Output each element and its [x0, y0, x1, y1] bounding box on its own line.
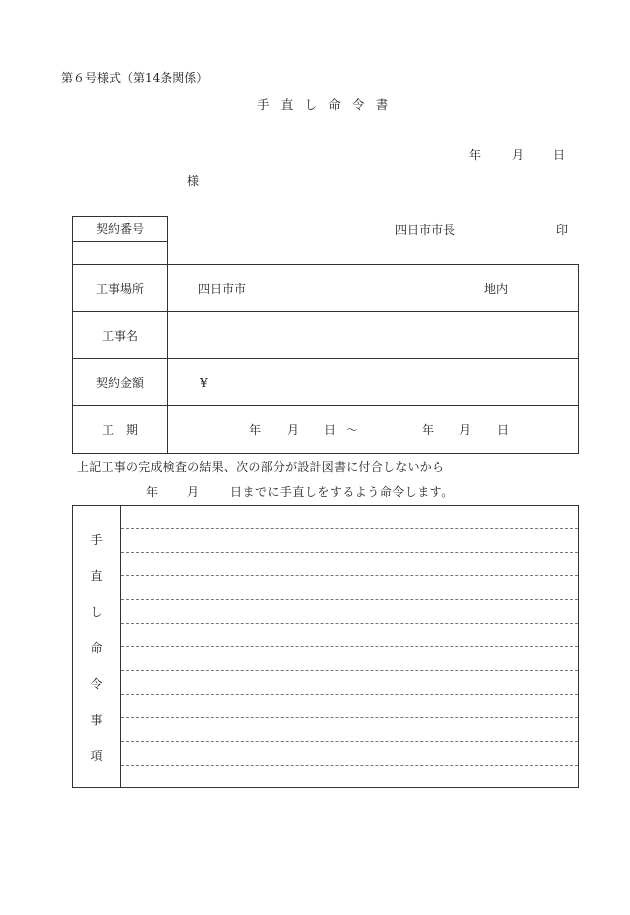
period-from-year: 年	[249, 423, 262, 437]
period-to-month: 月	[459, 423, 472, 437]
order-items-box	[72, 505, 579, 788]
site-label: 工事場所	[95, 282, 144, 296]
dotted-writing-line[interactable]	[121, 646, 578, 647]
vertical-label-char: し	[90, 605, 103, 619]
vertical-label-char: 令	[90, 677, 103, 691]
period-to-year: 年	[422, 423, 435, 437]
period-from-day: 日	[324, 423, 337, 437]
date-month-label: 月	[512, 148, 525, 162]
issuer-seal: 印	[556, 223, 569, 237]
vertical-label-char: 手	[90, 533, 103, 547]
form-number: 第６号様式（第14条関係）	[61, 71, 209, 85]
instruction-line-2: 日までに手直しをするよう命令します。	[230, 485, 454, 499]
dotted-writing-line[interactable]	[121, 694, 578, 695]
dotted-writing-line[interactable]	[121, 623, 578, 624]
table-line	[72, 358, 579, 359]
issuer-name: 四日市市長	[395, 223, 456, 237]
vertical-label-char: 命	[90, 641, 103, 655]
dotted-writing-line[interactable]	[121, 670, 578, 671]
addressee-suffix: 様	[187, 174, 200, 188]
currency-symbol: ¥	[200, 376, 208, 390]
instruction-month: 月	[187, 485, 200, 499]
period-to-day: 日	[497, 423, 510, 437]
instruction-year: 年	[146, 485, 159, 499]
table-line	[72, 453, 579, 454]
vertical-label-char: 項	[90, 749, 103, 763]
dotted-writing-line[interactable]	[121, 552, 578, 553]
table-line	[72, 216, 168, 217]
contract-amount-label: 契約金額	[95, 376, 144, 390]
site-city: 四日市市	[198, 282, 247, 296]
instruction-line-1: 上記工事の完成検査の結果、次の部分が設計図書に付合しないから	[77, 460, 445, 474]
document-title: 手直し命令書	[257, 97, 400, 112]
dotted-writing-line[interactable]	[121, 599, 578, 600]
dotted-writing-line[interactable]	[121, 528, 578, 529]
table-line	[72, 311, 579, 312]
dotted-writing-line[interactable]	[121, 717, 578, 718]
period-label: 工 期	[101, 423, 138, 437]
table-line	[72, 264, 579, 265]
vertical-label-char: 事	[90, 713, 103, 727]
dotted-writing-line[interactable]	[121, 765, 578, 766]
vertical-label-char: 直	[90, 569, 103, 583]
table-line	[72, 241, 168, 242]
contract-number-label: 契約番号	[95, 222, 144, 236]
period-tilde: ～	[346, 423, 359, 437]
table-line	[72, 405, 579, 406]
period-from-month: 月	[287, 423, 300, 437]
dotted-writing-line[interactable]	[121, 741, 578, 742]
site-suffix: 地内	[484, 282, 509, 296]
date-year-label: 年	[469, 148, 482, 162]
date-day-label: 日	[553, 148, 566, 162]
work-name-label: 工事名	[101, 329, 138, 343]
dotted-writing-line[interactable]	[121, 575, 578, 576]
table-line	[578, 264, 579, 454]
